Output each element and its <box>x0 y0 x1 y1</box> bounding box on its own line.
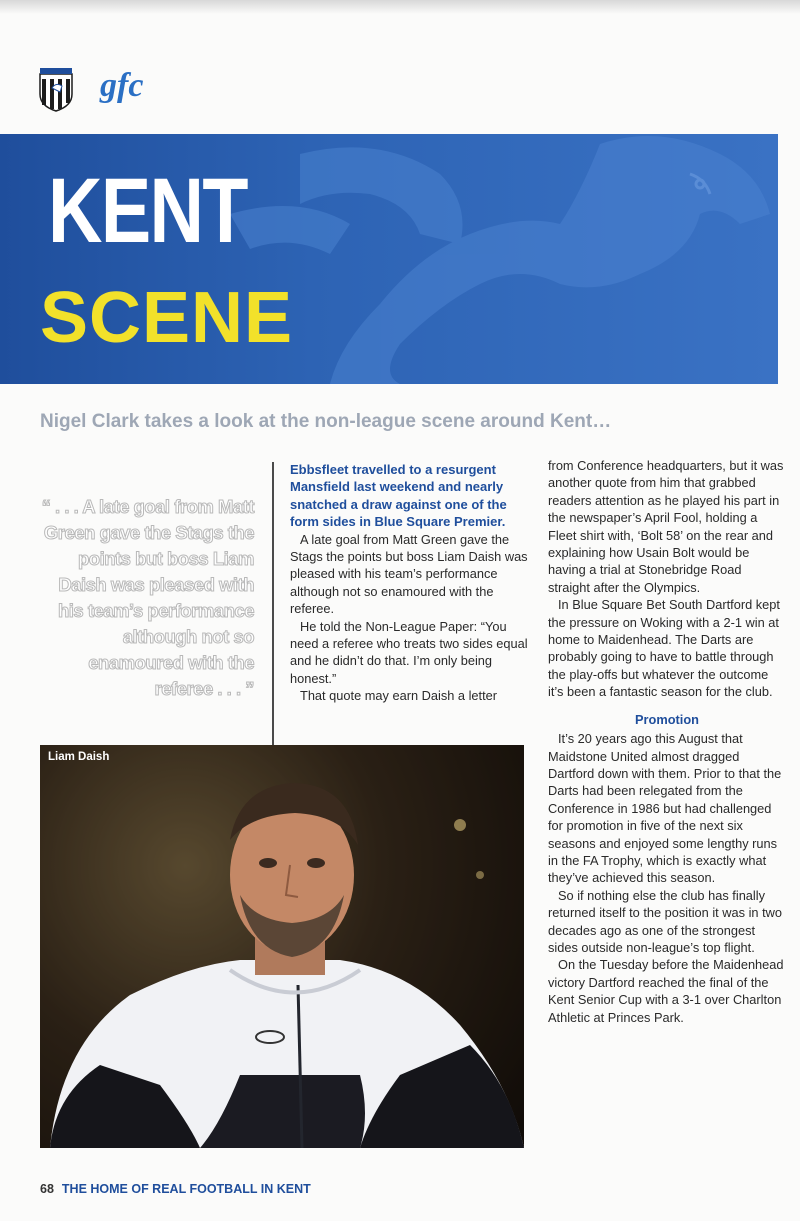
article-column-1 <box>290 461 532 705</box>
subhead-promotion: Promotion <box>635 711 699 727</box>
gfc-logo-icon <box>96 66 176 118</box>
paragraph: from Conference headquarters, but it was another quote from him that grabbed readers attention as he played his part in the newspaper’s April Fool, holding a Fleet shirt with, ‘Bolt 58’ on the rear and explaining how Usain Bolt would be having a trial at Stonebridge Road straight after the Olympics. <box>548 458 784 595</box>
title-kent: KENT <box>48 160 247 262</box>
paragraph: On the Tuesday before the Maidenhead victory Dartford reached the final of the Kent Senior Cup with a 3-1 over Charlton Athletic at Princes Park. <box>548 957 784 1025</box>
paragraph: He told the Non-League Paper: “You need a referee who treats two sides equal and he didn’t do that. I’m only being honest.” <box>290 618 528 686</box>
title-scene: SCENE <box>40 278 294 358</box>
portrait-illustration <box>40 745 524 1148</box>
paragraph: That quote may earn Daish a letter <box>300 688 498 704</box>
paragraph: It’s 20 years ago this August that Maidstone United almost dragged Dartford down with them. Prior to that the Darts had been relegated from the Conference in 1986 but had challenged for promotion in five of the next six seasons and enjoyed some lengthy runs in the FA Trophy, which is exactly what they’ve achieved this season. <box>548 731 782 886</box>
club-crest-icon <box>38 66 74 112</box>
club-logos <box>38 66 178 118</box>
article-column-2 <box>548 457 786 1026</box>
page-number: 68 <box>40 1182 54 1196</box>
photo-liam-daish <box>40 745 524 1148</box>
paragraph: So if nothing else the club has finally returned itself to the position it was in two decades ago as one of the strongest sides outside non-league’s top flight. <box>548 887 783 955</box>
footer-tagline: THE HOME OF REAL FOOTBALL IN KENT <box>61 1182 311 1196</box>
paragraph: A late goal from Matt Green gave the Stags the points but boss Liam Daish was pleased with his team’s performance although not so enamoured with the referee. <box>290 531 528 617</box>
photo-caption: Liam Daish <box>48 751 110 763</box>
gfc-logo-text: gfc <box>100 67 144 104</box>
page-footer <box>40 1182 311 1196</box>
paragraph: In Blue Square Bet South Dartford kept the pressure on Woking with a 2-1 win at home to Maidenhead. The Darts are probably going to have to battle through the play-offs but whatever the outcome it’s been a fantastic season for the club. <box>548 597 780 700</box>
pull-quote: “ . . . A late goal from Matt Green gave the Stags the points but boss Liam Daish was pleased with his team’s performance although not so enamoured with the referee . . . ” <box>41 496 254 699</box>
standfirst: Nigel Clark takes a look at the non-league scene around Kent… <box>40 411 612 432</box>
page-top-edge <box>0 0 800 14</box>
article-lede: Ebbsfleet travelled to a resurgent Mansfield last weekend and nearly snatched a draw against one of the form sides in Blue Square Premier. <box>290 462 507 530</box>
column-divider <box>272 462 274 746</box>
